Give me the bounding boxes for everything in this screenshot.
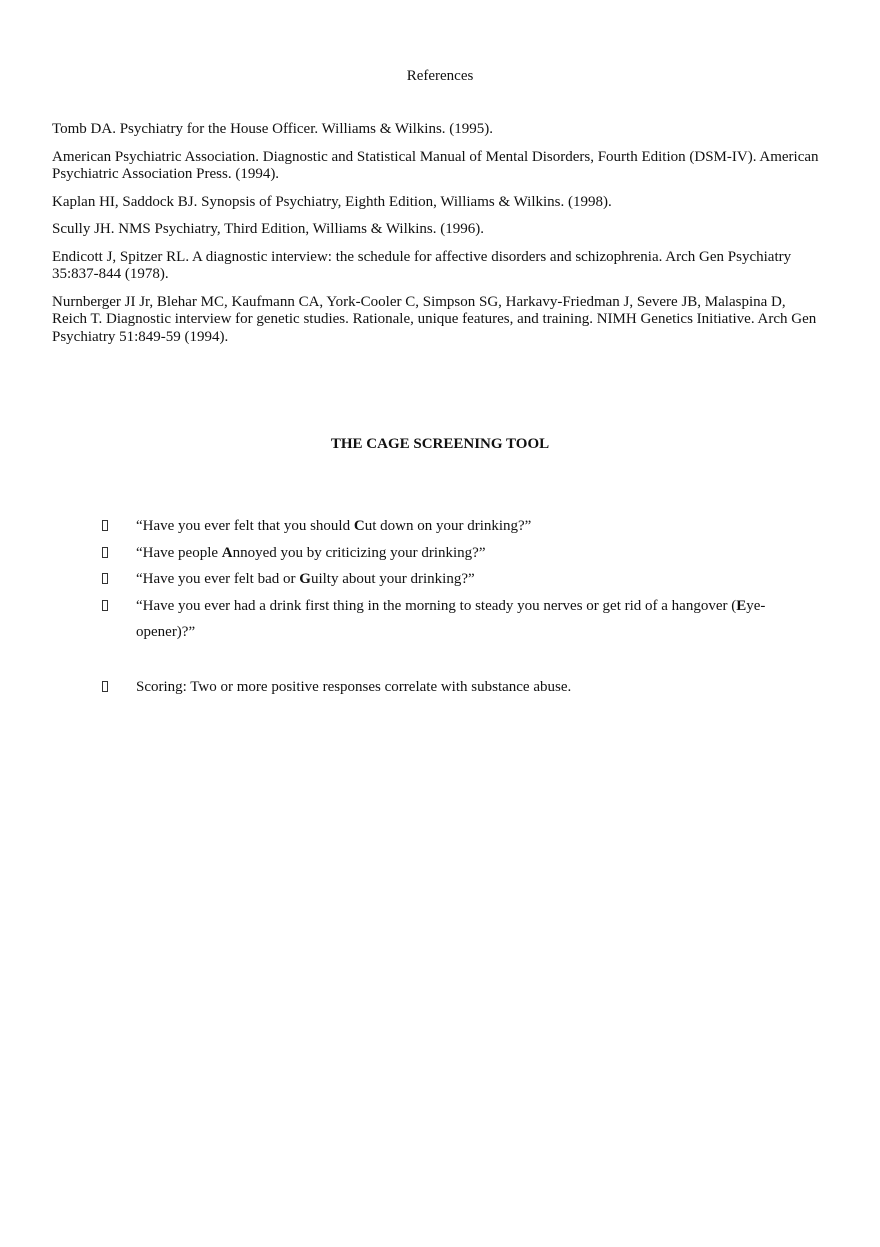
reference-item: American Psychiatric Association. Diagnostic and Statistical Manual of Mental Disorders, Fourth Edition (DSM-IV). American Psychiatric Association Press. (1994). [52, 148, 819, 182]
bullet-icon [102, 600, 108, 611]
question-text: “Have people Annoyed you by criticizing your drinking?” [136, 545, 486, 561]
reference-item: Kaplan HI, Saddock BJ. Synopsis of Psychiatry, Eighth Edition, Williams & Wilkins. (1998). [52, 193, 612, 210]
cage-heading: THE CAGE SCREENING TOOL [330, 436, 550, 452]
bullet-icon [102, 520, 108, 531]
bullet-icon [102, 573, 108, 584]
bullet-icon [102, 547, 108, 558]
references-list [52, 121, 822, 356]
bullet-icon [102, 681, 108, 692]
question-text: “Have you ever had a drink first thing in the morning to steady you nerves or get rid of a hangover (Eye-opener)?” [136, 598, 766, 640]
reference-item: Nurnberger JI Jr, Blehar MC, Kaufmann CA, York-Cooler C, Simpson SG, Harkavy-Friedman J, Severe JB, Malaspina D, Reich T. Diagnostic interview for genetic studies. Rationale, unique features, and training. NIMH Genetics Initiative. Arch Gen Psychiatry 51:849-59 (1994). [52, 293, 817, 345]
reference-item: Tomb DA. Psychiatry for the House Officer. Williams & Wilkins. (1995). [52, 121, 494, 137]
reference-item: Endicott J, Spitzer RL. A diagnostic interview: the schedule for affective disorders and schizophrenia. Arch Gen Psychiatry 35:837-844 (1978). [52, 248, 792, 282]
scoring-text: Scoring: Two or more positive responses correlate with substance abuse. [136, 679, 572, 695]
question-text: “Have you ever felt bad or Guilty about your drinking?” [136, 571, 475, 587]
reference-item: Scully JH. NMS Psychiatry, Third Edition, Williams & Wilkins. (1996). [52, 221, 484, 237]
question-text: “Have you ever felt that you should Cut down on your drinking?” [136, 518, 532, 534]
references-heading: References [406, 68, 474, 84]
